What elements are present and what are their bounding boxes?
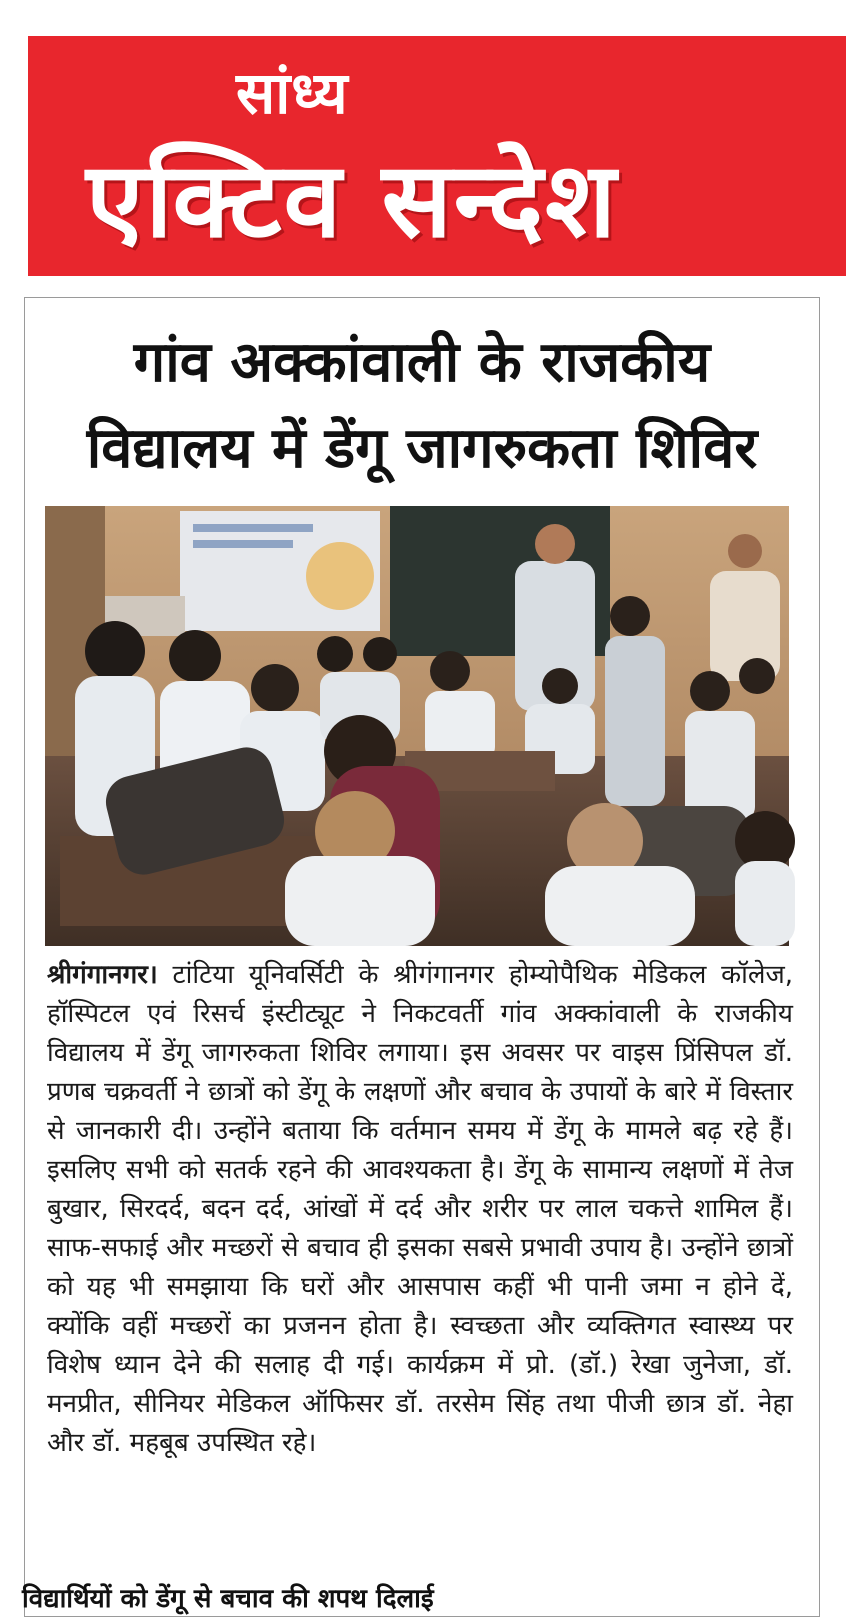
headline-line-1: गांव अक्कांवाली के राजकीय — [133, 330, 711, 395]
masthead-subtitle: सांध्य — [236, 59, 349, 127]
cut-off-text: विद्यार्थियों को डेंगू से बचाव की शपथ दिलाई — [22, 1584, 434, 1614]
news-article — [24, 297, 820, 1617]
article-dateline: श्रीगंगानगर। — [47, 960, 158, 990]
classroom-photo-illustration — [45, 506, 789, 946]
article-photo — [45, 506, 789, 946]
article-body — [47, 956, 793, 1463]
article-body-text: टांटिया यूनिवर्सिटी के श्रीगंगानगर होम्योपैथिक मेडिकल कॉलेज, हॉस्पिटल एवं रिसर्च इंस्टीट्यूट ने निकटवर्ती गांव अक्कांवाली के राजकीय विद्यालय में डेंगू जागरुकता शिविर लगाया। इस अवसर पर वाइस प्रिंसिपल डॉ. प्रणब चक्रवर्ती ने छात्रों को डेंगू के लक्षणों और बचाव के उपायों के बारे में विस्तार से जानकारी दी। उन्होंने बताया कि वर्तमान समय में डेंगू के मामले बढ़ रहे हैं। इसलिए सभी को सतर्क रहने की आवश्यकता है। डेंगू के सामान्य लक्षणों में तेज बुखार, सिरदर्द, बदन दर्द, आंखों में दर्द और शरीर पर लाल चकत्ते शामिल हैं। साफ-सफाई और मच्छरों से बचाव ही इसका सबसे प्रभावी उपाय है। उन्होंने छात्रों को यह भी समझाया कि घरों और आसपास कहीं भी पानी जमा न होने दें, क्योंकि वहीं मच्छरों का प्रजनन होता है। स्वच्छता और व्यक्तिगत स्वास्थ्य पर विशेष ध्यान देने की सलाह दी गई। कार्यक्रम में प्रो. (डॉ.) रेखा जुनेजा, डॉ. मनप्रीत, सीनियर मेडिकल ऑफिसर डॉ. तरसेम सिंह तथा पीजी छात्र डॉ. नेहा और डॉ. महबूब उपस्थित रहे। — [47, 960, 794, 1458]
article-headline — [25, 320, 819, 492]
headline-line-2: विद्यालय में डेंगू जागरुकता शिविर — [86, 416, 758, 481]
cut-off-next-line — [22, 1584, 502, 1614]
masthead — [28, 36, 846, 276]
masthead-title: एक्टिव सन्देश — [86, 139, 618, 261]
